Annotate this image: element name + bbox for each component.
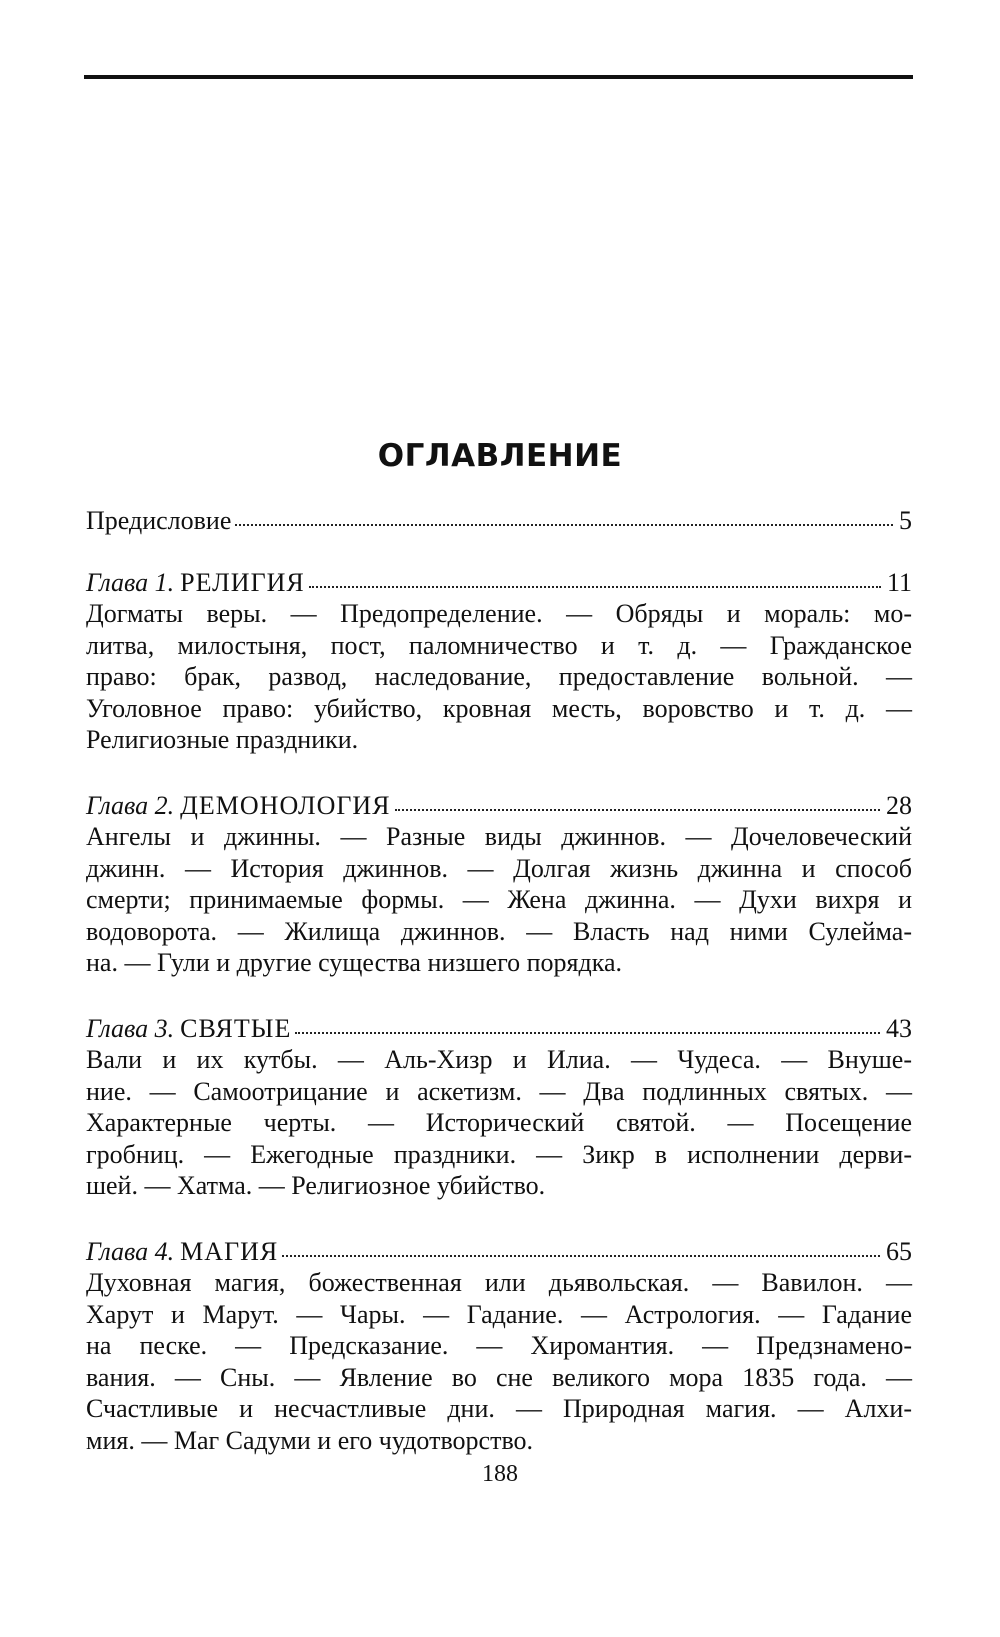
entry-page-number: 11	[886, 567, 912, 597]
description-line: Ангелы и джинны. — Разные виды джиннов. — Дочеловеческий	[86, 822, 912, 851]
description-line: гробниц. — Ежегодные праздники. — Зикр в исполнении дерви-	[86, 1139, 912, 1169]
chapter-title: МАГИЯ	[180, 1236, 279, 1266]
description-line: Характерные черты. — Исторический святой. — Посещение	[86, 1108, 912, 1137]
entry-page-number: 5	[899, 506, 912, 535]
table-of-contents	[86, 505, 912, 1456]
entry-title: Предисловие	[86, 506, 232, 535]
chapter-label: Глава 4.	[86, 1236, 175, 1266]
description-line: Догматы веры. — Предопределение. — Обряды и мораль: мо-	[86, 599, 912, 628]
description-line: Вали и их кутбы. — Аль-Хизр и Илиа. — Чудеса. — Внуше-	[86, 1045, 912, 1074]
toc-entry-head	[86, 567, 912, 599]
page-title: ОГЛАВЛЕНИЕ	[377, 438, 623, 474]
toc-entry-chapter-3	[86, 1013, 912, 1202]
entry-page-number: 43	[886, 1013, 912, 1043]
dot-leader	[235, 524, 893, 526]
toc-entry-head	[86, 1236, 912, 1268]
dot-leader	[395, 809, 880, 811]
description-line: литва, милостыня, пост, паломничество и т. д. — Гражданское	[86, 630, 912, 660]
description-line: мия. — Маг Садуми и его чудотворство.	[86, 1425, 534, 1455]
dot-leader	[282, 1255, 880, 1257]
description-line: на. — Гули и другие существа низшего порядка.	[86, 948, 622, 977]
chapter-description	[86, 598, 912, 756]
toc-entry-chapter-4	[86, 1236, 912, 1457]
toc-entry-head	[86, 790, 912, 822]
chapter-label: Глава 3.	[86, 1013, 175, 1043]
description-line: право: брак, развод, наследование, предоставление вольной. —	[86, 662, 912, 691]
description-line: Счастливые и несчастливые дни. — Природная магия. — Алхи-	[86, 1394, 912, 1423]
chapter-description	[86, 821, 912, 979]
entry-page-number: 65	[886, 1236, 912, 1266]
toc-entry-head	[86, 505, 912, 537]
description-line: смерти; принимаемые формы. — Жена джинна. — Духи вихря и	[86, 885, 912, 914]
toc-entry-preface	[86, 505, 912, 537]
chapter-description	[86, 1267, 912, 1456]
description-line: вания. — Сны. — Явление во сне великого мора 1835 года. —	[86, 1362, 912, 1392]
chapter-description	[86, 1044, 912, 1202]
description-line: Харут и Марут. — Чары. — Гадание. — Астрология. — Гадание	[86, 1299, 912, 1329]
description-line: джинн. — История джиннов. — Долгая жизнь джинна и способ	[86, 853, 912, 883]
dot-leader	[295, 1032, 880, 1034]
description-line: Религиозные праздники.	[86, 725, 359, 754]
chapter-title: СВЯТЫЕ	[180, 1013, 292, 1043]
chapter-title: ДЕМОНОЛОГИЯ	[180, 790, 391, 820]
description-line: Уголовное право: убийство, кровная месть, воровство и т. д. —	[86, 693, 912, 723]
dot-leader	[309, 586, 881, 588]
toc-entry-chapter-1	[86, 567, 912, 756]
chapter-label: Глава 2.	[86, 790, 175, 820]
page-number: 188	[482, 1461, 518, 1487]
entry-page-number: 28	[886, 790, 912, 820]
description-line: шей. — Хатма. — Религиозное убийство.	[86, 1171, 546, 1200]
toc-entry-chapter-2	[86, 790, 912, 979]
description-line: Духовная магия, божественная или дьявольская. — Вавилон. —	[86, 1268, 912, 1297]
top-rule	[84, 75, 913, 79]
description-line: на песке. — Предсказание. — Хиромантия. — Предзнамено-	[86, 1331, 912, 1360]
chapter-label: Глава 1.	[86, 567, 175, 597]
description-line: водоворота. — Жилища джиннов. — Власть над ними Сулейма-	[86, 916, 912, 946]
description-line: ние. — Самоотрицание и аскетизм. — Два подлинных святых. —	[86, 1076, 912, 1106]
chapter-title: РЕЛИГИЯ	[180, 567, 305, 597]
toc-entry-head	[86, 1013, 912, 1045]
